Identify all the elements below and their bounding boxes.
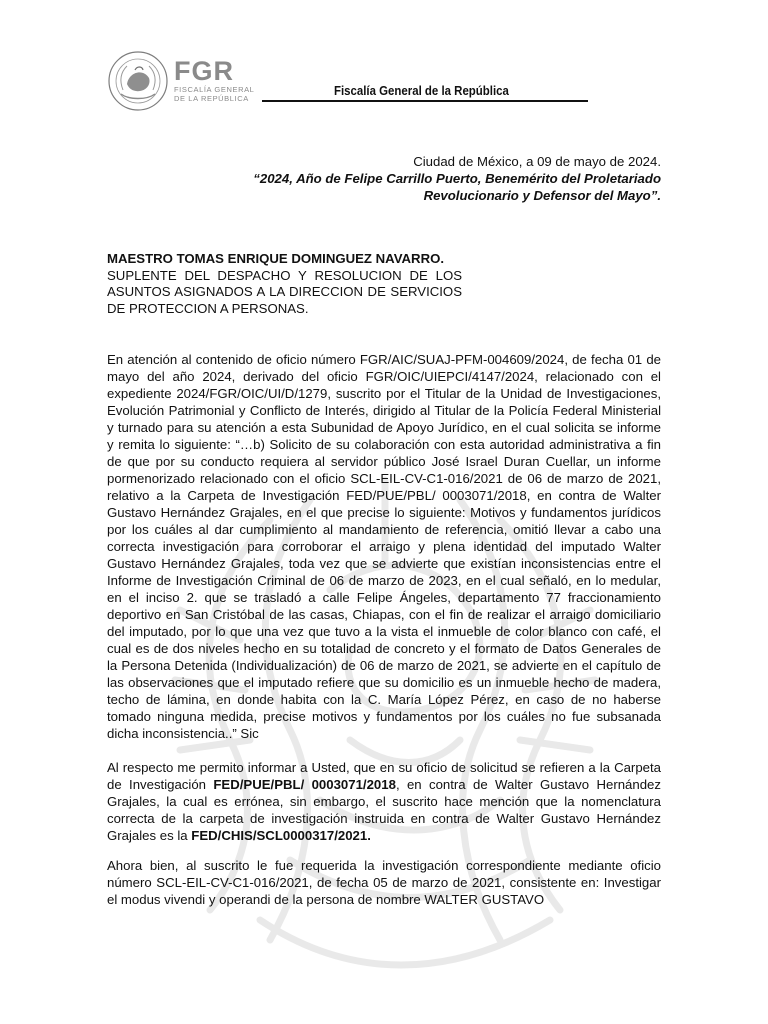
fgr-logo-subtitle-1: FISCALÍA GENERAL [174, 85, 255, 94]
motto-line: “2024, Año de Felipe Carrillo Puerto, Benemérito del Proletariado Revolucionario y Defensor del Mayo”. [253, 171, 661, 203]
fgr-logo-text: FGR [174, 56, 234, 86]
paragraph-2-text-c: , en contra de Walter Gustavo Hernández Grajales, la cual es errónea, sin embargo, el suscrito hace mención que la nomenclatura correcta de la carpeta de investigación instruida en contra de Walter Gustavo Hernández Grajales es la [107, 777, 661, 843]
date-line: Ciudad de México, a 09 de mayo de 2024. [413, 154, 661, 169]
addressee-position: SUPLENTE DEL DESPACHO Y RESOLUCION DE LOS ASUNTOS ASIGNADOS A LA DIRECCION DE SERVICIOS DE PROTECCION A PERSONAS. [107, 267, 462, 316]
fgr-logo [174, 58, 254, 103]
paragraph-2-text-a: Al respecto me permito informar a Usted, que en su oficio de solicitud se refieren a la Carpeta de Investigación [107, 760, 661, 792]
addressee-name: MAESTRO TOMAS ENRIQUE DOMINGUEZ NAVARRO. [107, 251, 445, 266]
body-paragraph-1: En atención al contenido de oficio número FGR/AIC/SUAJ-PFM-004609/2024, de fecha 01 de mayo del año 2024, derivado del oficio FGR/OIC/UIEPCI/4147/2024, relacionado con el expediente 2024/FGR/OIC/UI/D/1279, suscrito por el Titular de la Unidad de Investigaciones, Evolución Patrimonial y Conflicto de Interés, dirigido al Titular de la Policía Federal Ministerial y turnado para su atención a esta Subunidad de Apoyo Jurídico, en el cual solicita se informe y remita lo siguiente: “…b) Solicito de su colaboración con esta autoridad administrativa a fin de que por su conducto requiera al servidor público José Israel Duran Cuellar, un informe pormenorizado relacionado con el oficio SCL-EIL-CV-C1-016/2021 de 06 de marzo de 2021, relativo a la Carpeta de Investigación FED/PUE/PBL/ 0003071/2018, en contra de Walter Gustavo Hernández Grajales, en el que precise lo siguiente: Motivos y fundamentos jurídicos por los cuáles al dar cumplimiento al mandamiento de referencia, omitió llevar a cabo una correcta investigación para corroborar el arraigo y plena identidad del imputado Walter Gustavo Hernández Grajales, toda vez que se advierte que existían inconsistencias entre el Informe de Investigación Criminal de 06 de marzo de 2023, en el cual señaló, en lo medular, en el inciso 2. que se trasladó a calle Felipe Ángeles, departamento 77 fraccionamiento deportivo en San Cristóbal de las casas, Chiapas, con el fin de realizar el arraigo domiciliario del imputado, por lo que una vez que tuvo a la vista el inmueble de color blanco con café, el cual es de dos niveles hecho en su totalidad de concreto y el formato de Datos Generales de la Persona Detenida (Individualización) de 06 de marzo de 2021, se advierte en el capítulo de las observaciones que el imputado refiere que su domicilio es un inmueble hecho de madera, techo de lámina, en donde habita con la C. María López Pérez, en caso de no haberse tomado ninguna medida, precise motivos y fundamentos por los cuáles no fue subsanada dicha inconsistencia..” Sic [107, 352, 661, 741]
addressee-block [107, 251, 462, 317]
fgr-logo-subtitle-2: DE LA REPÚBLICA [174, 94, 249, 103]
body-paragraph-2 [107, 759, 661, 844]
investigation-folder-erroneous: FED/PUE/PBL/ 0003071/2018 [213, 777, 396, 792]
mexican-coat-of-arms-seal-icon [107, 50, 169, 112]
header-divider [262, 100, 588, 102]
header-title: Fiscalía General de la República [334, 83, 509, 98]
body-paragraph-3: Ahora bien, al suscrito le fue requerida la investigación correspondiente mediante oficio número SCL-EIL-CV-C1-016/2021, de fecha 05 de marzo de 2021, consistente en: Investigar el modus vivendi y operandi de la persona de nombre WALTER GUSTAVO [107, 858, 661, 907]
investigation-folder-correct: FED/CHIS/SCL0000317/2021. [191, 828, 371, 843]
